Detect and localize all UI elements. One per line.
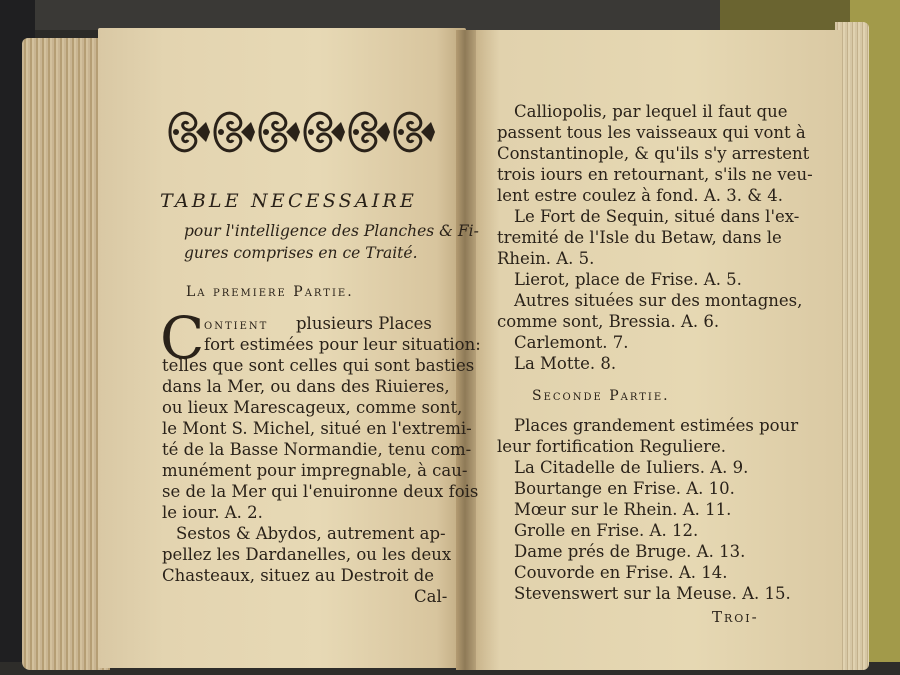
text-line: comme sont, Bressia. A. 6. [497,312,720,331]
section-heading-first-part: La premiere Partie. [186,284,354,300]
text-line: Mœur sur le Rhein. A. 11. [514,500,732,519]
text-line: Carlemont. 7. [514,333,629,352]
text-line: Lierot, place de Frise. A. 5. [514,270,742,289]
subtitle-line-2: gures comprises en ce Traité. [184,244,418,262]
text-line: La Motte. 8. [514,354,617,373]
catchword-right: Troi- [712,608,759,626]
text-line: passent tous les vaisseaux qui vont à [497,123,806,142]
text-line: munément pour impregnable, à cau- [162,461,468,480]
text-line: le iour. A. 2. [162,503,263,522]
text-line: tremité de l'Isle du Betaw, dans le [497,228,782,247]
background-top [35,0,735,30]
text-line: Bourtange en Frise. A. 10. [514,479,735,498]
text-line: telles que sont celles qui sont basties [162,356,475,375]
first-word: ontient [204,317,269,333]
text-line: Grolle en Frise. A. 12. [514,521,699,540]
text-line: Rhein. A. 5. [497,249,595,268]
left-page-edges [22,38,110,670]
text-line: leur fortification Reguliere. [497,437,727,456]
text-line: Le Fort de Sequin, situé dans l'ex- [514,207,800,226]
text-line: trois iours en retournant, s'ils ne veu- [497,165,813,184]
text-line: fort estimées pour leur situation: [204,335,481,354]
text-line: Couvorde en Frise. A. 14. [514,563,728,582]
text-line: se de la Mer qui l'enuironne deux fois [162,482,479,501]
text-line: Sestos & Abydos, autrement ap- [176,524,446,543]
drop-cap: C [160,304,205,372]
text-line: le Mont S. Michel, situé en l'extremi- [162,419,472,438]
subtitle-line-1: pour l'intelligence des Planches & Fi- [184,222,479,240]
section-heading-second-part: Seconde Partie. [532,388,670,404]
text-line: Constantinople, & qu'ils s'y arrestent [497,144,810,163]
text-line: Autres situées sur des montagnes, [514,291,803,310]
table-title: TABLE NECESSAIRE [160,190,418,212]
text-line: té de la Basse Normandie, tenu com- [162,440,472,459]
text-line: ou lieux Marescageux, comme sont, [162,398,463,417]
text-line: Dame prés de Bruge. A. 13. [514,542,746,561]
text-line: Places grandement estimées pour [514,416,799,435]
ornament-band-icon [166,100,438,164]
text-line: pellez les Dardanelles, ou les deux [162,545,452,564]
text-line: dans la Mer, ou dans des Riuieres, [162,377,450,396]
text-line: Calliopolis, par lequel il faut que [514,102,788,121]
text-line: La Citadelle de Iuliers. A. 9. [514,458,749,477]
text-line: Stevenswert sur la Meuse. A. 15. [514,584,791,603]
text-line: plusieurs Places [296,314,432,333]
catchword-left: Cal- [414,587,448,606]
text-line: Chasteaux, situez au Destroit de [162,566,435,585]
text-line: lent estre coulez à fond. A. 3. & 4. [497,186,783,205]
